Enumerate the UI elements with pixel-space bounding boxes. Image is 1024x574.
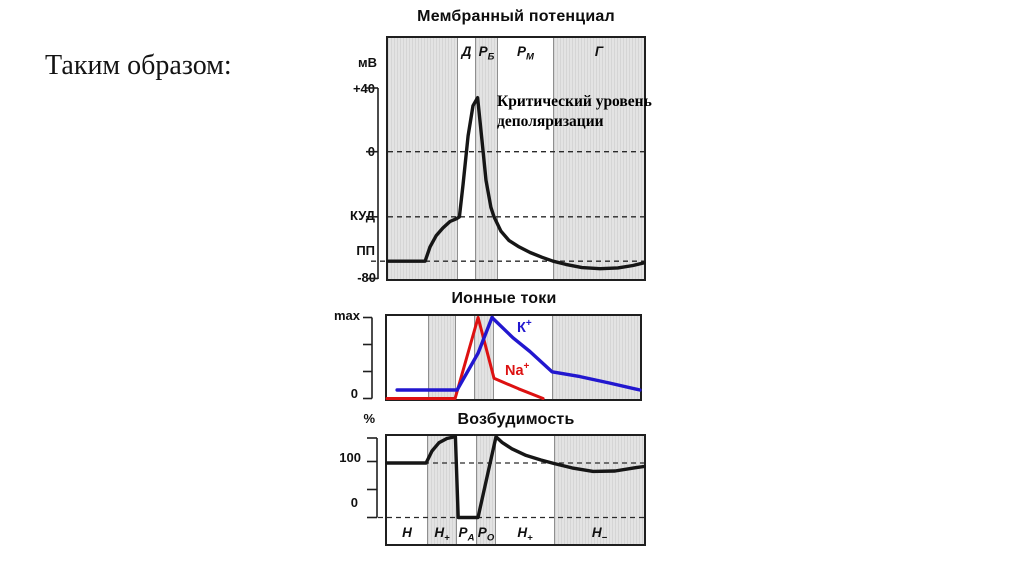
phase-label: $Н_+$ [434, 525, 450, 544]
y-axis-unit-mv: мВ [357, 55, 377, 70]
phase-band [497, 38, 553, 279]
phase-label: $Р_А$ [458, 525, 475, 544]
y-tick-label-max: max [333, 308, 360, 323]
y-tick-label-plus40: +40 [352, 81, 375, 96]
lead-text: Таким образом: [45, 50, 232, 81]
series-label-k-text: К [517, 319, 526, 336]
phase-band [387, 436, 427, 544]
y-tick-label-minus80: -80 [357, 270, 376, 285]
series-label-na [505, 361, 529, 379]
phase-label: Н [402, 525, 412, 540]
y-tick-label-pp: ПП [356, 243, 375, 258]
series-label-k-sup: + [525, 318, 532, 329]
plot-area-membrane [386, 36, 646, 281]
phase-band [387, 316, 428, 399]
phase-label: $Р_О$ [477, 525, 495, 544]
plot-area-ionic [385, 314, 642, 401]
phase-label: $Н_-$ [591, 525, 608, 544]
series-label-na-text: Na [505, 362, 524, 379]
y-tick-label-zero-ionic: 0 [350, 386, 358, 401]
phase-label: Д [461, 44, 472, 59]
series-label-na-sup: + [523, 361, 530, 372]
phase-band [553, 38, 644, 279]
phase-band [457, 38, 475, 279]
phase-band [456, 436, 476, 544]
phase-label: Г [594, 44, 604, 59]
phase-band [427, 436, 456, 544]
phase-band [388, 38, 457, 279]
phase-band [475, 38, 497, 279]
y-tick-label-zero-excit: 0 [350, 495, 358, 510]
chart-title-excitability: Возбудимость [457, 411, 575, 428]
phase-band [428, 316, 455, 399]
phase-label: $Р_М$ [517, 44, 534, 63]
phase-band [474, 316, 493, 399]
y-axis-unit-percent: % [363, 411, 375, 426]
y-tick-label-zero-mv: 0 [367, 144, 375, 159]
chart-title-membrane: Мембранный потенциал [417, 8, 615, 25]
phase-band [476, 436, 495, 544]
phase-band [455, 316, 474, 399]
phase-label: $Н_+$ [517, 525, 533, 544]
phase-band [495, 436, 554, 544]
phase-band [552, 316, 640, 399]
series-label-k [517, 318, 532, 336]
y-tick-label-100: 100 [339, 450, 361, 465]
phase-label: $Р_Б$ [478, 44, 495, 63]
phase-band [554, 436, 644, 544]
y-tick-label-kud: КУД [350, 208, 375, 223]
chart-title-ionic: Ионные токи [451, 290, 557, 307]
plot-area-excitability [385, 434, 646, 546]
annotation-critical-level: Критический уровень деполяризации [497, 93, 652, 131]
